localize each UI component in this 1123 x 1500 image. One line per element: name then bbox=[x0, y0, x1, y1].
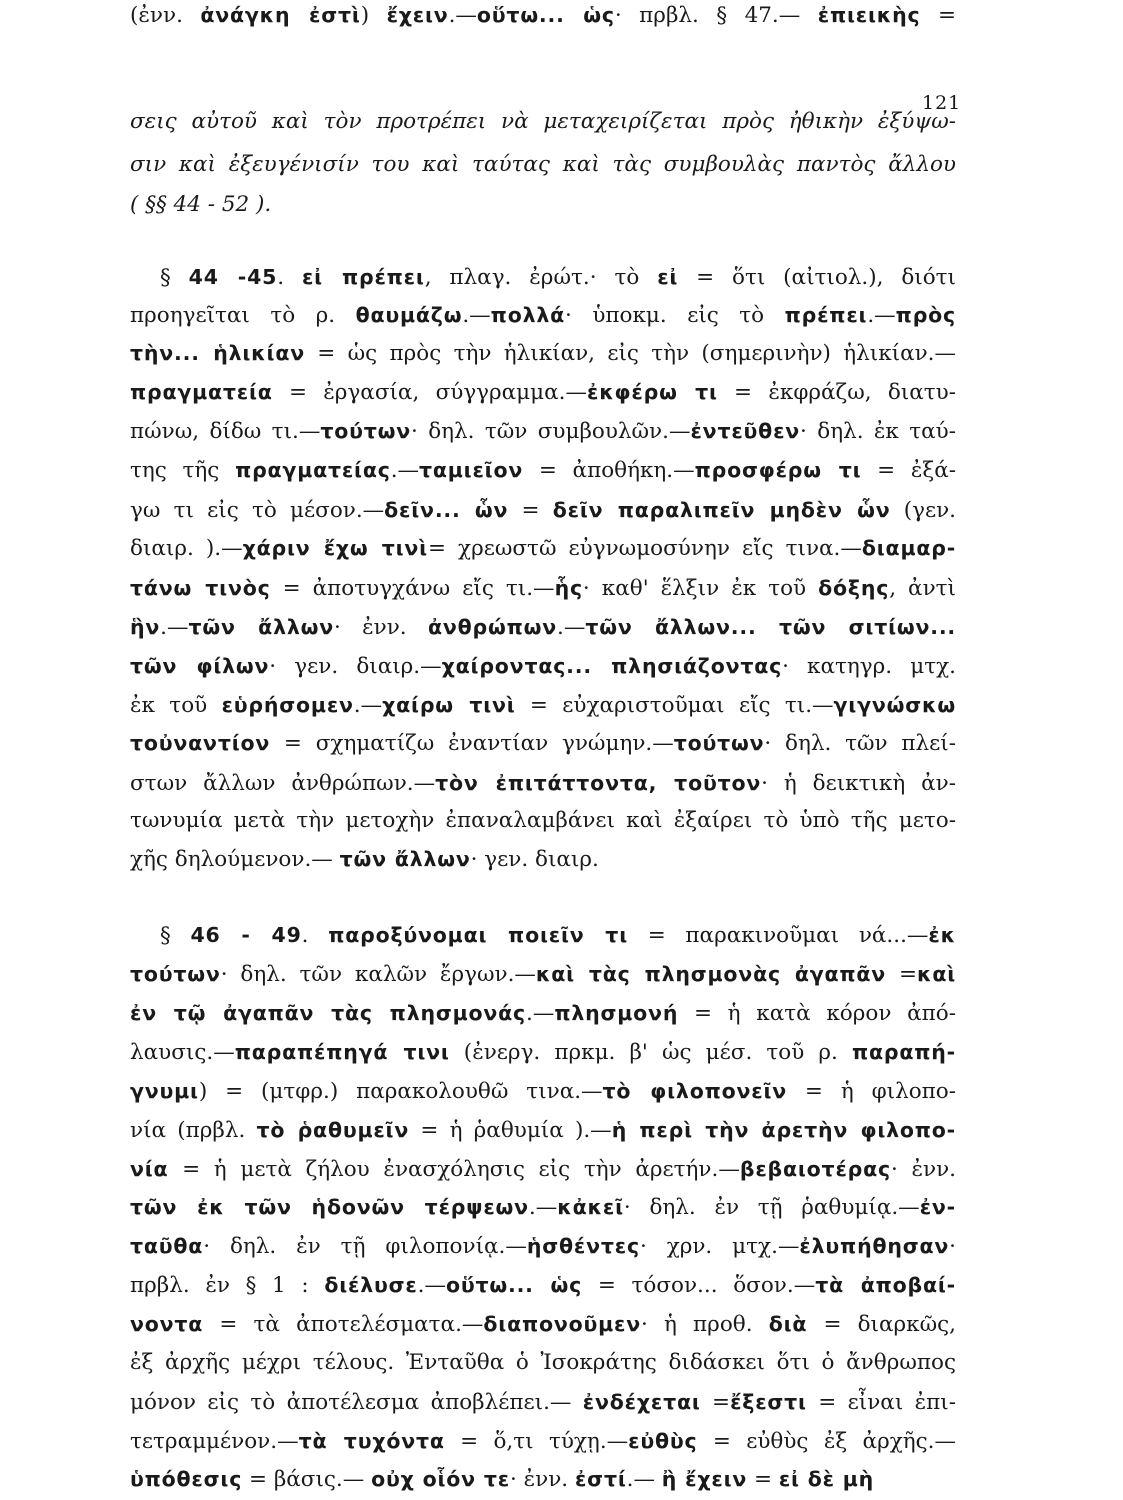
text-run: . bbox=[301, 923, 329, 948]
text-line bbox=[130, 1348, 956, 1378]
text-line bbox=[130, 416, 956, 447]
text-run: στων ἄλλων ἀνθρώπων.— bbox=[130, 771, 436, 796]
text-run: διαιρ. ).— bbox=[130, 536, 243, 561]
text-run: (γεν. bbox=[890, 498, 956, 523]
text-run: = ἀποθήκη.— bbox=[523, 458, 695, 483]
text-run: · δηλ. ἐν τῇ φιλοπονίᾳ.— bbox=[203, 1234, 527, 1259]
text-run: = εὐθὺς ἐξ ἀρχῆς.— bbox=[697, 1429, 956, 1454]
text-run: , ἀντὶ bbox=[889, 576, 956, 601]
bold-term: ἔχειν bbox=[386, 3, 449, 27]
bold-term: ἢ ἔχειν bbox=[661, 1467, 748, 1491]
text-line bbox=[160, 920, 956, 951]
text-run: § bbox=[160, 923, 191, 948]
text-line bbox=[130, 728, 956, 759]
text-run: = bbox=[700, 1390, 731, 1415]
bold-term: χάριν ἔχω τινὶ bbox=[242, 536, 428, 560]
text-line bbox=[130, 998, 956, 1029]
text-line bbox=[130, 1115, 956, 1146]
text-run: = bbox=[747, 1467, 779, 1492]
bold-term: προσφέρω τι bbox=[694, 458, 862, 482]
bold-term: νία bbox=[130, 1157, 169, 1181]
bold-term: τὰ ἀποβαί- bbox=[815, 1273, 956, 1297]
text-run: προηγεῖται τὸ ρ. bbox=[130, 303, 356, 328]
text-run: .— bbox=[448, 3, 477, 28]
text-run: σιν καὶ ἐξευγένισίν του καὶ ταύτας καὶ τὰς συμβουλὰς παντὸς ἄλλου bbox=[130, 152, 956, 177]
text-run: = βάσις.— bbox=[242, 1467, 372, 1492]
bold-term: τῶν φίλων bbox=[130, 654, 270, 678]
text-run: = εἶναι ἐπι- bbox=[806, 1390, 956, 1415]
bold-term: τούτων bbox=[320, 419, 412, 443]
text-run: = τόσον... ὅσον.— bbox=[582, 1273, 816, 1298]
bold-term: δεῖν... ὧν bbox=[384, 498, 509, 522]
bold-term: πλησμονή bbox=[554, 1001, 679, 1025]
text-line bbox=[130, 1309, 956, 1340]
bold-term: ἐν- bbox=[919, 1195, 956, 1219]
text-run: · γεν. διαιρ. bbox=[470, 847, 599, 872]
text-run: .— bbox=[556, 615, 586, 640]
bold-term: διέλυσε bbox=[324, 1273, 418, 1297]
text-line bbox=[130, 190, 956, 220]
bold-term: εἰ πρέπει bbox=[301, 265, 425, 289]
text-run: = ὅτι (αἰτιολ.), διότι bbox=[678, 265, 956, 290]
bold-term: τῶν ἄλλων bbox=[188, 615, 334, 639]
text-line bbox=[130, 959, 956, 990]
bold-term: ταῦθα bbox=[130, 1234, 204, 1258]
bold-term: ἐκφέρω τι bbox=[586, 380, 718, 404]
text-line bbox=[130, 806, 956, 836]
text-run: · δηλ. ἐν τῇ ῥαθυμίᾳ.— bbox=[623, 1195, 920, 1220]
text-run: · ἐνν. bbox=[334, 615, 428, 640]
bold-term: διαπονοῦμεν bbox=[483, 1312, 642, 1336]
text-run: ) bbox=[360, 3, 387, 28]
bold-term: δόξης bbox=[818, 576, 890, 600]
text-run: τετραμμένον.— bbox=[130, 1429, 299, 1454]
text-run: = ἡ μετὰ ζήλου ἐνασχόλησις εἰς τὴν ἀρετήν.— bbox=[168, 1157, 740, 1182]
bold-term: οὕτω... ὡς bbox=[476, 3, 615, 27]
text-run: ἐκ τοῦ bbox=[130, 693, 222, 718]
bold-term: εὐθὺς bbox=[628, 1429, 698, 1453]
text-run: · ἡ προθ. bbox=[641, 1312, 769, 1337]
text-run: πρβλ. ἐν § 1 : bbox=[130, 1273, 325, 1298]
text-line bbox=[130, 300, 956, 331]
text-run: = χρεωστῶ εὐγνωμοσύνην εἴς τινα.— bbox=[427, 536, 862, 561]
text-run: = bbox=[508, 498, 553, 523]
bold-term: πρὸς bbox=[895, 303, 956, 327]
text-run: = εὐχαριστοῦμαι εἴς τι.— bbox=[515, 693, 834, 718]
text-run: = σχηματίζω ἐναντίαν γνώμην.— bbox=[270, 731, 674, 756]
bold-term: 46 - 49 bbox=[190, 923, 302, 947]
bold-term: βεβαιοτέρας bbox=[739, 1157, 891, 1181]
text-run: = διαρκῶς, bbox=[807, 1312, 956, 1337]
bold-term: καὶ τὰς πλησμονὰς ἀγαπᾶν bbox=[535, 962, 887, 986]
text-run: = ὅ,τι τύχῃ.— bbox=[444, 1429, 629, 1454]
text-run: της τῆς bbox=[130, 458, 236, 483]
bold-term: πραγματείας bbox=[235, 458, 391, 482]
text-run: .— bbox=[353, 693, 383, 718]
text-run: · δηλ. τῶν συμβουλῶν.— bbox=[411, 419, 691, 444]
bold-term: τὸν ἐπιτάττοντα, τοῦτον bbox=[435, 771, 762, 795]
text-line bbox=[130, 107, 956, 137]
bold-term: οὐχ οἷόν τε bbox=[371, 1467, 510, 1491]
text-run: = bbox=[886, 962, 917, 987]
text-line bbox=[130, 1037, 956, 1068]
bold-term: τὰ τυχόντα bbox=[298, 1429, 445, 1453]
bold-term: ἐντεῦθεν bbox=[690, 419, 801, 443]
text-line bbox=[130, 377, 956, 408]
text-run: = ἐργασία, σύγγραμμα.— bbox=[272, 380, 587, 405]
text-line bbox=[130, 1426, 956, 1457]
text-line bbox=[130, 1231, 956, 1262]
bold-term: ἐπιεικὴς bbox=[817, 3, 921, 27]
bold-term: ἐλυπήθησαν bbox=[799, 1234, 950, 1258]
text-line bbox=[130, 690, 956, 721]
text-line bbox=[130, 533, 956, 564]
bold-term: τὴν... ἡλικίαν bbox=[130, 341, 305, 365]
bold-term: παροξύνομαι ποιεῖν τι bbox=[328, 923, 628, 947]
text-run: · ἡ δεικτικὴ ἀν- bbox=[761, 771, 956, 796]
bold-term: ὑπόθεσις bbox=[130, 1467, 243, 1491]
text-run: = ἡ ῥαθυμία ).— bbox=[409, 1118, 612, 1143]
text-run: = ἡ φιλοπο- bbox=[787, 1079, 956, 1104]
text-line bbox=[160, 262, 956, 293]
text-run: · δηλ. τῶν καλῶν ἔργων.— bbox=[220, 962, 536, 987]
text-run: .— bbox=[528, 1195, 558, 1220]
bold-term: πραγματεία bbox=[130, 380, 273, 404]
bold-term: νοντα bbox=[130, 1312, 204, 1336]
text-line bbox=[130, 1270, 956, 1301]
text-run: · γεν. διαιρ.— bbox=[269, 654, 442, 679]
text-line bbox=[130, 1192, 956, 1223]
text-run: · ἐνν. bbox=[890, 1157, 956, 1182]
text-run: ) = (μτφρ.) παρακολουθῶ τινα.— bbox=[198, 1079, 603, 1104]
text-line bbox=[130, 1154, 956, 1185]
text-run: τωνυμία μετὰ τὴν μετοχὴν ἐπαναλαμβάνει καὶ ἐξαίρει τὸ ὑπὸ τῆς μετο- bbox=[130, 808, 956, 833]
bold-term: δεῖν παραλιπεῖν μηδὲν ὧν bbox=[552, 498, 891, 522]
text-run: · ἐνν. bbox=[509, 1467, 575, 1492]
bold-term: τῶν ἄλλων... τῶν σιτίων... bbox=[585, 615, 956, 639]
bold-term: κἀκεῖ bbox=[557, 1195, 624, 1219]
text-run: · πρβλ. § 47.— bbox=[614, 3, 818, 28]
text-run: χῆς δηλούμενον.— bbox=[130, 847, 340, 872]
text-run: · δηλ. ἐκ ταύ- bbox=[800, 419, 956, 444]
bold-term: ἐκ bbox=[928, 923, 956, 947]
text-run: § bbox=[160, 265, 189, 290]
text-run: σεις αὐτοῦ καὶ τὸν προτρέπει νὰ μεταχειρίζεται πρὸς ἠθικὴν ἐξύψω- bbox=[130, 109, 956, 134]
bold-term: τὸ φιλοπονεῖν bbox=[602, 1079, 788, 1103]
text-line bbox=[130, 612, 956, 643]
bold-term: ἀνθρώπων bbox=[427, 615, 557, 639]
bold-term: διαμαρ- bbox=[861, 536, 956, 560]
text-run: = ἐξά- bbox=[861, 458, 956, 483]
text-run: .— bbox=[526, 1001, 555, 1026]
text-run: . bbox=[277, 265, 302, 290]
text-line bbox=[130, 1076, 956, 1107]
text-line bbox=[130, 338, 956, 369]
bold-term: ἐστί bbox=[574, 1467, 627, 1491]
bold-term: γνυμι bbox=[130, 1079, 199, 1103]
bold-term: τάνω τινὸς bbox=[130, 576, 271, 600]
bold-term: τούτων bbox=[673, 731, 765, 755]
bold-term: ἧς bbox=[554, 576, 583, 600]
bold-term: γιγνώσκω bbox=[833, 693, 956, 717]
text-run: , πλαγ. ἐρώτ.· τὸ bbox=[424, 265, 658, 290]
text-line bbox=[130, 768, 956, 799]
bold-term: χαίρω τινὶ bbox=[382, 693, 516, 717]
text-line bbox=[130, 1387, 956, 1418]
bold-term: τὸ ῥαθυμεῖν bbox=[256, 1118, 410, 1142]
text-run: .— bbox=[417, 1273, 446, 1298]
text-run: · καθ' ἕλξιν ἐκ τοῦ bbox=[582, 576, 819, 601]
page-number: 121 bbox=[922, 92, 962, 114]
bold-term: παραπέπηγά τινι bbox=[234, 1040, 450, 1064]
bold-term: τῶν ἐκ τῶν ἡδονῶν τέρψεων bbox=[130, 1195, 529, 1219]
text-line bbox=[130, 573, 956, 604]
text-run: (ἐνν. bbox=[130, 3, 201, 28]
bold-term: 44 -45 bbox=[188, 265, 278, 289]
text-run: = ὡς πρὸς τὴν ἡλικίαν, εἰς τὴν (σημερινὴν) ἡλικίαν.— bbox=[304, 341, 956, 366]
bold-term: ἀνάγκη ἐστὶ bbox=[200, 3, 361, 27]
text-run: = ἐκφράζω, διατυ- bbox=[717, 380, 956, 405]
bold-term: ἡσθέντες bbox=[526, 1234, 640, 1258]
text-run: · ὑποκμ. εἰς τὸ bbox=[565, 303, 785, 328]
text-run: · δηλ. τῶν πλεί- bbox=[764, 731, 956, 756]
text-line bbox=[130, 455, 956, 486]
text-run: · bbox=[949, 1234, 956, 1259]
text-run: .— bbox=[626, 1467, 662, 1492]
text-run: = ἀποτυγχάνω εἴς τι.— bbox=[270, 576, 555, 601]
text-run: .— bbox=[867, 303, 896, 328]
bold-term: ἡ περὶ τὴν ἀρετὴν φιλοπο- bbox=[611, 1118, 956, 1142]
bold-term: εὑρήσομεν bbox=[221, 693, 354, 717]
text-run: νία (πρβλ. bbox=[130, 1118, 257, 1143]
text-run: = τὰ ἀποτελέσματα.— bbox=[203, 1312, 484, 1337]
text-run: πώνω, δίδω τι.— bbox=[130, 419, 321, 444]
text-run: .— bbox=[462, 303, 491, 328]
bold-term: τούτων bbox=[130, 962, 221, 986]
text-run: = ἡ κατὰ κόρον ἀπό- bbox=[678, 1001, 956, 1026]
bold-term: ἐν τῷ ἀγαπᾶν τὰς πλησμονάς bbox=[130, 1001, 526, 1025]
text-run: λαυσις.— bbox=[130, 1040, 235, 1065]
bold-term: πρέπει bbox=[784, 303, 868, 327]
bold-term: πολλά bbox=[490, 303, 566, 327]
bold-term: καὶ bbox=[916, 962, 956, 986]
text-line bbox=[130, 1464, 956, 1495]
text-run: .— bbox=[160, 615, 189, 640]
bold-term: ἐνδέχεται bbox=[582, 1390, 701, 1414]
bold-term: εἰ δὲ μὴ bbox=[778, 1467, 875, 1491]
bold-term: ἔξεστι bbox=[730, 1390, 807, 1414]
bold-term: θαυμάζω bbox=[355, 303, 463, 327]
bold-term: διὰ bbox=[768, 1312, 808, 1336]
text-line bbox=[130, 0, 956, 31]
bold-term: ἣν bbox=[130, 615, 161, 639]
text-line bbox=[130, 150, 956, 180]
text-run: .— bbox=[390, 458, 420, 483]
text-run: γω τι εἰς τὸ μέσον.— bbox=[130, 498, 385, 523]
text-run: = bbox=[920, 3, 956, 28]
text-run: = παρακινοῦμαι νά...— bbox=[627, 923, 929, 948]
bold-term: χαίροντας... πλησιάζοντας bbox=[441, 654, 783, 678]
text-line bbox=[130, 651, 956, 682]
text-run: μόνον εἰς τὸ ἀποτέλεσμα ἀποβλέπει.— bbox=[130, 1390, 583, 1415]
text-line bbox=[130, 495, 956, 526]
bold-term: οὕτω... ὡς bbox=[445, 1273, 583, 1297]
text-run: (ἐνεργ. πρκμ. β' ὡς μέσ. τοῦ ρ. bbox=[449, 1040, 853, 1065]
bold-term: τοὐναντίον bbox=[130, 731, 271, 755]
text-run: · κατηγρ. μτχ. bbox=[782, 654, 956, 679]
text-run: ἐξ ἀρχῆς μέχρι τέλους. Ἐνταῦθα ὁ Ἰσοκράτης διδάσκει ὅτι ὁ ἄνθρωπος bbox=[130, 1350, 956, 1375]
text-line bbox=[130, 844, 956, 875]
bold-term: παραπή- bbox=[852, 1040, 956, 1064]
bold-term: εἰ bbox=[657, 265, 679, 289]
text-run: ( §§ 44 - 52 ). bbox=[130, 192, 272, 217]
bold-term: ταμιεῖον bbox=[419, 458, 524, 482]
bold-term: τῶν ἄλλων bbox=[339, 847, 471, 871]
text-run: · χρν. μτχ.— bbox=[639, 1234, 800, 1259]
